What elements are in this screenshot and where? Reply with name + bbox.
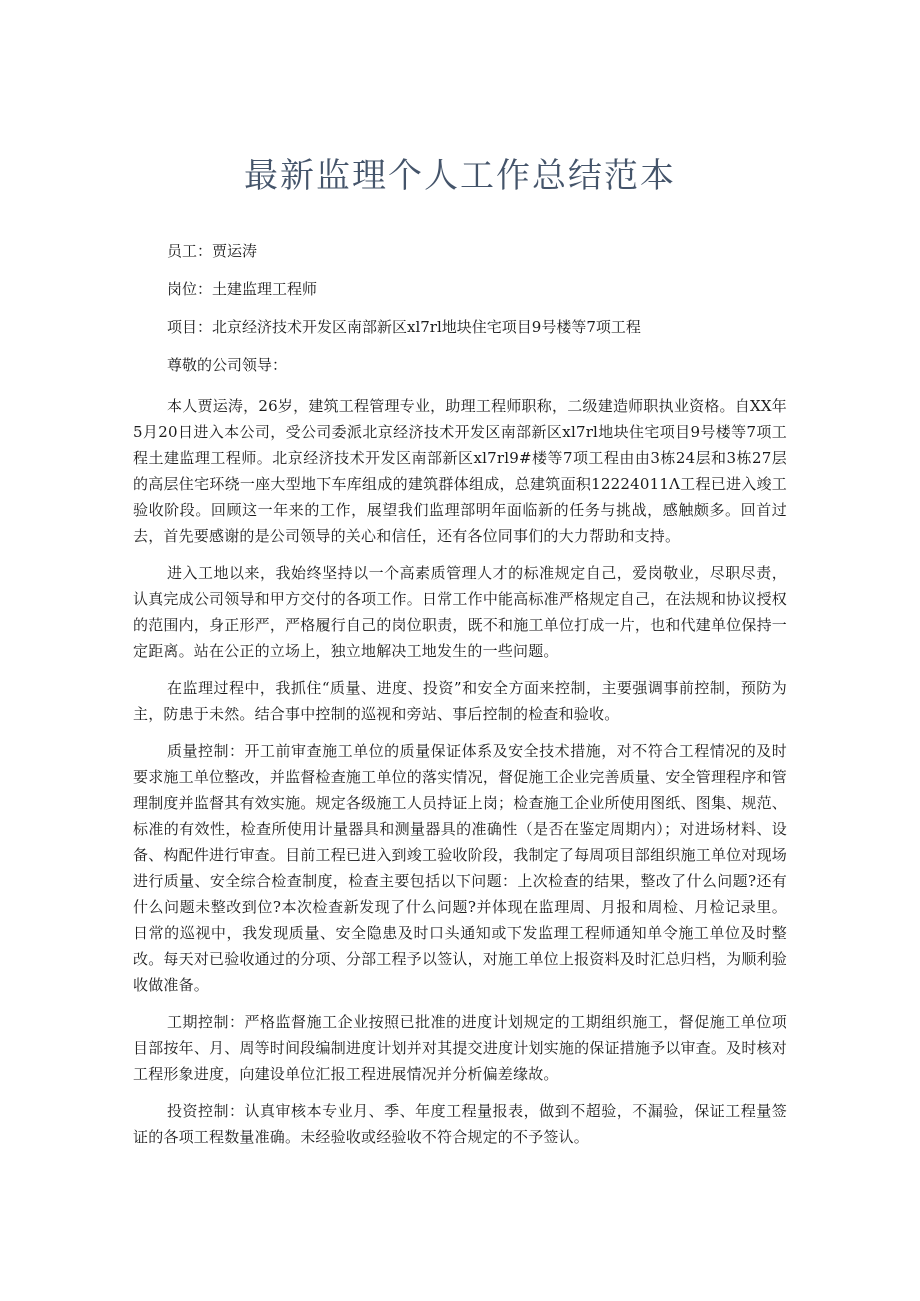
position-line: 岗位：土建监理工程师 [167,280,318,298]
employee-line: 员工：贾运涛 [167,242,258,260]
document-body [133,238,787,1150]
project-line: 项目：北京经济技术开发区南部新区xl7rl地块住宅项目9号楼等7项工程 [167,318,641,336]
paragraph-supervision-approach: 在监理过程中，我抓住“质量、进度、投资”和安全方面来控制，主要强调事前控制，预防为主，防患于未然。结合事中控制的巡视和旁站、事后控制的检查和验收。 [133,679,787,723]
paragraph-quality-control: 质量控制：开工前审查施工单位的质量保证体系及安全技术措施，对不符合工程情况的及时要求施工单位整改，并监督检查施工单位的落实情况，督促施工企业完善质量、安全管理程序和管理制度并监督其有效实施。规定各级施工人员持证上岗；检查施工企业所使用图纸、图集、规范、标准的有效性，检查所使用计量器具和测量器具的准确性（是否在鉴定周期内）；对进场材料、设备、构配件进行审查。目前工程已进入到竣工验收阶段，我制定了每周项目部组织施工单位对现场进行质量、安全综合检查制度，检查主要包括以下问题：上次检查的结果，整改了什么问题?还有什么问题未整改到位?本次检查新发现了什么问题?并体现在监理周、月报和周检、月检记录里。日常的巡视中，我发现质量、安全隐患及时口头通知或下发监理工程师通知单令施工单位及时整改。每天对已验收通过的分项、分部工程予以签认，对施工单位上报资料及时汇总归档，为顺利验收做准备。 [133,742,787,994]
paragraph-work-attitude: 进入工地以来，我始终坚持以一个高素质管理人才的标准规定自己，爱岗敬业，尽职尽责，认真完成公司领导和甲方交付的各项工作。日常工作中能高标准严格规定自己，在法规和协议授权的范围内，身正形严，严格履行自己的岗位职责，既不和施工单位打成一片，也和代建单位保持一定距离。站在公正的立场上，独立地解决工地发生的一些问题。 [133,564,787,660]
salutation: 尊敬的公司领导： [167,356,288,374]
paragraph-schedule-control: 工期控制：严格监督施工企业按照已批准的进度计划规定的工期组织施工，督促施工单位项目部按年、月、周等时间段编制进度计划并对其提交进度计划实施的保证措施予以审查。及时核对工程形象进度，向建设单位汇报工程进展情况并分析偏差缘故。 [133,1013,787,1083]
document-title: 最新监理个人工作总结范本 [244,156,676,196]
paragraph-investment-control: 投资控制：认真审核本专业月、季、年度工程量报表，做到不超验，不漏验，保证工程量签证的各项工程数量准确。未经验收或经验收不符合规定的不予签认。 [133,1102,787,1146]
paragraph-introduction: 本人贾运涛，26岁，建筑工程管理专业，助理工程师职称，二级建造师职执业资格。自XX年5月20日进入本公司，受公司委派北京经济技术开发区南部新区xl7rl地块住宅项目9号楼等7项工程土建监理工程师。北京经济技术开发区南部新区xl7rl9#楼等7项工程由由3栋24层和3栋27层的高层住宅环绕一座大型地下车库组成的建筑群体组成，总建筑面积12224011Λ工程已进入竣工验收阶段。回顾这一年来的工作，展望我们监理部明年面临新的任务与挑战，感触颇多。回首过去，首先要感谢的是公司领导的关心和信任，还有各位同事们的大力帮助和支持。 [133,397,787,545]
